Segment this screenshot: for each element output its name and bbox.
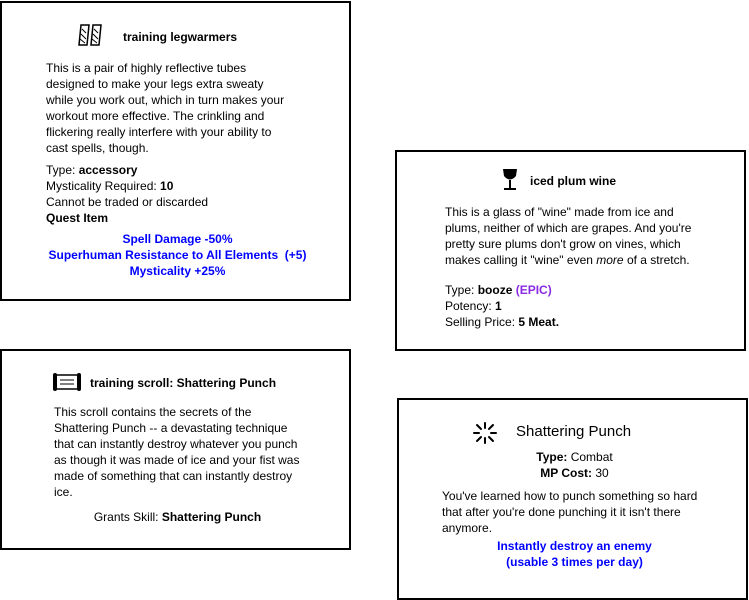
description-line: This scroll contains the secrets of the (54, 405, 252, 419)
skill-effects (399, 538, 749, 570)
item-modifiers (2, 231, 353, 279)
item-potency (445, 298, 559, 314)
item-title: iced plum wine (530, 174, 617, 188)
type-value: booze (477, 283, 513, 297)
tradeable-note: Cannot be traded or discarded (46, 195, 209, 209)
grants-value: Shattering Punch (161, 510, 262, 524)
description-line: This is a pair of highly reflective tubes (46, 61, 247, 75)
item-title: training legwarmers (123, 30, 238, 44)
description-line: designed to make your legs extra sweaty (46, 77, 264, 91)
description-line: anymore. (442, 521, 493, 535)
skill-type (399, 449, 749, 465)
description-line: flickering really interfere with your ability to (46, 125, 272, 139)
item-description (445, 204, 735, 268)
item-type (445, 282, 559, 298)
price-label: Selling Price: (445, 315, 516, 329)
type-label: Type: (445, 283, 475, 297)
modifier-spell-damage: Spell Damage -50% (122, 232, 233, 246)
skill-title: Shattering Punch (516, 423, 632, 440)
item-title: training scroll: Shattering Punch (90, 376, 277, 390)
description-line: You've learned how to punch something so hard (442, 489, 698, 503)
description-line: that after you're done punching it it isn't there (442, 505, 681, 519)
item-panel-wine (395, 150, 746, 351)
description-emphasis: more (596, 253, 624, 267)
description-line: that can instantly destroy whatever you punch (54, 437, 298, 451)
modifier-resistance (2, 247, 353, 263)
price-value: 5 Meat. (518, 315, 560, 329)
requirement-value: 10 (160, 179, 174, 193)
skill-description (442, 488, 732, 536)
grants-label: Grants Skill: (93, 510, 159, 524)
legwarmers-icon (76, 23, 106, 47)
skill-panel-shattering-punch (397, 398, 748, 600)
quest-item-label: Quest Item (46, 211, 109, 225)
description-text: of a stretch. (623, 253, 690, 267)
effect-line: Instantly destroy an enemy (497, 539, 652, 553)
potency-value: 1 (495, 299, 502, 313)
description-line: plums, neither of which are grapes. And you're (445, 221, 692, 235)
description-line (445, 252, 735, 268)
item-properties (46, 162, 208, 226)
quality-badge: (EPIC) (515, 283, 552, 297)
description-line: made of something that can instantly destroy (54, 469, 293, 483)
description-line: while you work out, which in turn makes your (46, 93, 285, 107)
type-value: Combat (570, 450, 613, 464)
effect-usage: (usable 3 times per day) (506, 555, 643, 569)
wine-glass-icon (499, 168, 521, 192)
description-text: makes calling it "wine" even (445, 253, 597, 267)
description-line: workout more effective. The crinkling and (46, 109, 265, 123)
mp-label: MP Cost: (540, 466, 593, 480)
grants-skill (2, 509, 353, 525)
item-panel-scroll (0, 349, 351, 550)
scroll-icon (52, 371, 82, 393)
item-requirement (46, 178, 208, 194)
description-line: This is a glass of "wine" made from ice and (445, 205, 674, 219)
description-line: pretty sure plums don't grow on vines, which (445, 237, 681, 251)
item-price (445, 314, 559, 330)
skill-meta (399, 449, 749, 481)
item-panel-legwarmers (0, 1, 351, 301)
mp-value: 30 (595, 466, 609, 480)
potency-label: Potency: (445, 299, 492, 313)
item-properties (445, 282, 559, 330)
item-description (54, 404, 344, 500)
description-line: ice. (54, 485, 73, 499)
item-type (46, 162, 208, 178)
description-line: as though it was made of ice and your fist was (54, 453, 300, 467)
modifier-mysticality: Mysticality +25% (129, 264, 226, 278)
type-value: accessory (78, 163, 138, 177)
type-label: Type: (536, 450, 568, 464)
shatter-burst-icon (470, 419, 500, 447)
description-line: Shattering Punch -- a devastating technique (54, 421, 288, 435)
description-line: cast spells, though. (46, 141, 149, 155)
skill-mp-cost (399, 465, 749, 481)
type-label: Type: (46, 163, 76, 177)
requirement-label: Mysticality Required: (46, 179, 157, 193)
resistance-text: Superhuman Resistance to All Elements (48, 248, 279, 262)
resistance-bonus: (+5) (284, 248, 307, 262)
item-description (46, 60, 336, 156)
